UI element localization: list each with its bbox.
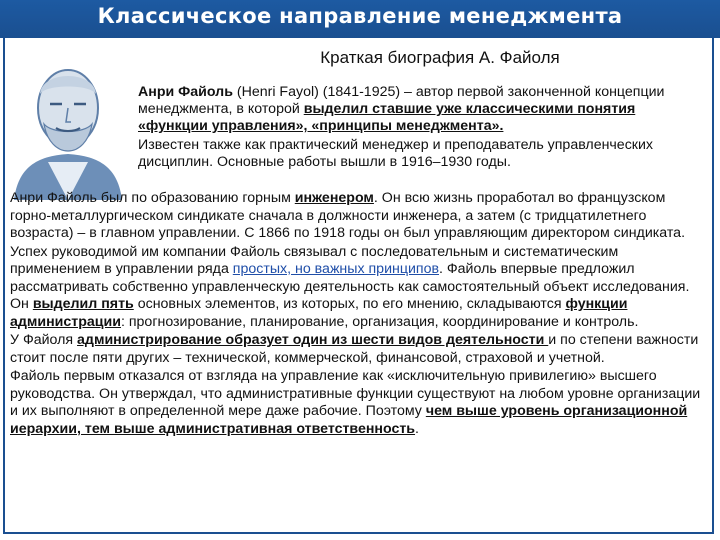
slide-title: Классическое направление менеджмента <box>97 4 623 28</box>
fayol-name: Анри Файоль <box>138 84 233 100</box>
administration-functions-term: функции администрации <box>10 296 628 330</box>
slide-header <box>0 0 720 38</box>
paragraph-activities: У Файоля администрирование образует один из шести видов деятельности и по степени важности стоит после пяти других – технической, коммерческой, финансовой, страховой и учетной. <box>10 332 699 366</box>
administration-activity-term: администрирование образует один из шести видов деятельности <box>77 332 549 348</box>
engineer-term: инженером <box>294 190 374 206</box>
intro-paragraph-1: Анри Файоль (Henri Fayol) (1841-1925) – автор первой законченной концепции менеджмента, в которой выделил ставшие уже классическими понятия «функции управления», «принципы менеджмента». <box>138 84 665 135</box>
section-subtitle: Краткая биография А. Файоля <box>320 48 560 67</box>
principles-link[interactable]: простых, но важных принципов <box>232 261 439 277</box>
body-text <box>10 190 704 438</box>
intro-paragraph-2: Известен также как практический менеджер и преподаватель управленческих дисциплин. Основные работы вышли в 1916–1930 годы. <box>138 136 654 170</box>
key-concepts: выделил ставшие уже классическими понятия «функции управления», «принципы менеджмента». <box>138 101 636 135</box>
paragraph-principles: Успех руководимой им компании Файоль связывал с последовательным и систематическим применением в управлении ряда простых, но важных принципов. Файоль впервые предложил рассматривать собственно управленческую деятельность как самостоятельный объект исследования. Он выделил пять основных элементов, из которых, по его мнению, складываются функции администрации: прогнозирование, планирование, организация, координирование и контроль. <box>10 243 690 330</box>
paragraph-education: Анри Файоль был по образованию горным инженером. Он всю жизнь проработал во французском горно-металлургическом синдикате сначала в должности инженера, а затем (с тридцатилетнего возраста) – в главном управлении. С 1866 по 1918 годы он был управляющим директором синдиката. <box>10 190 686 241</box>
responsibility-term: чем выше уровень организационной иерархии, тем выше административная ответственность <box>10 403 688 437</box>
intro-text <box>138 84 698 171</box>
paragraph-responsibility: Файоль первым отказался от взгляда на управление как «исключительную привилегию» высшего руководства. Он утверждал, что административные функции существуют на любом уровне организации и их выполняют в определенной мере даже рабочие. Поэтому чем выше уровень организационной иерархии, тем выше административная ответственность. <box>10 368 701 437</box>
portrait-image <box>8 50 128 200</box>
five-elements-term: выделил пять <box>32 296 134 312</box>
